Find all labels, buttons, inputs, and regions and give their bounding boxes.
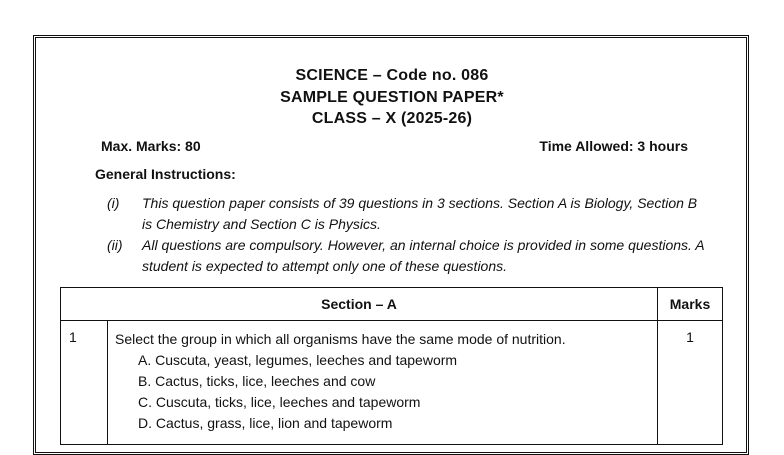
max-marks: Max. Marks: 80 xyxy=(101,138,201,154)
paper-title-subject: SCIENCE – Code no. 086 xyxy=(295,67,489,84)
general-instructions-heading: General Instructions: xyxy=(95,166,236,182)
question-marks: 1 xyxy=(658,321,723,445)
instruction-number: (i) xyxy=(107,195,120,211)
paper-title-class: CLASS – X (2025-26) xyxy=(311,110,473,127)
table-header-row xyxy=(61,288,723,321)
instruction-text: All questions are compulsory. However, an internal choice is provided in some questions. A student is expected to attempt only one of these questions. xyxy=(142,237,705,274)
paper-title-type: SAMPLE QUESTION PAPER* xyxy=(280,89,504,106)
question-body xyxy=(108,321,658,445)
instruction-item xyxy=(107,235,707,277)
option-a: A. Cuscuta, yeast, legumes, leeches and tapeworm xyxy=(138,352,458,368)
options-list xyxy=(115,350,657,434)
option-c: C. Cuscuta, ticks, lice, leeches and tapeworm xyxy=(138,394,421,410)
question-table xyxy=(60,287,723,445)
marks-column-header: Marks xyxy=(658,288,723,321)
option-d: D. Cactus, grass, lice, lion and tapeworm xyxy=(138,415,393,431)
question-number: 1 xyxy=(61,321,108,445)
time-allowed: Time Allowed: 3 hours xyxy=(539,138,688,154)
instruction-number: (ii) xyxy=(107,237,123,253)
table-row xyxy=(61,321,723,445)
option-b: B. Cactus, ticks, lice, leeches and cow xyxy=(138,373,376,389)
instruction-text: This question paper consists of 39 questions in 3 sections. Section A is Biology, Section B is Chemistry and Section C is Physics. xyxy=(142,195,698,232)
instruction-item xyxy=(107,193,707,235)
question-text: Select the group in which all organisms have the same mode of nutrition. xyxy=(115,331,566,347)
section-title: Section – A xyxy=(61,288,658,321)
